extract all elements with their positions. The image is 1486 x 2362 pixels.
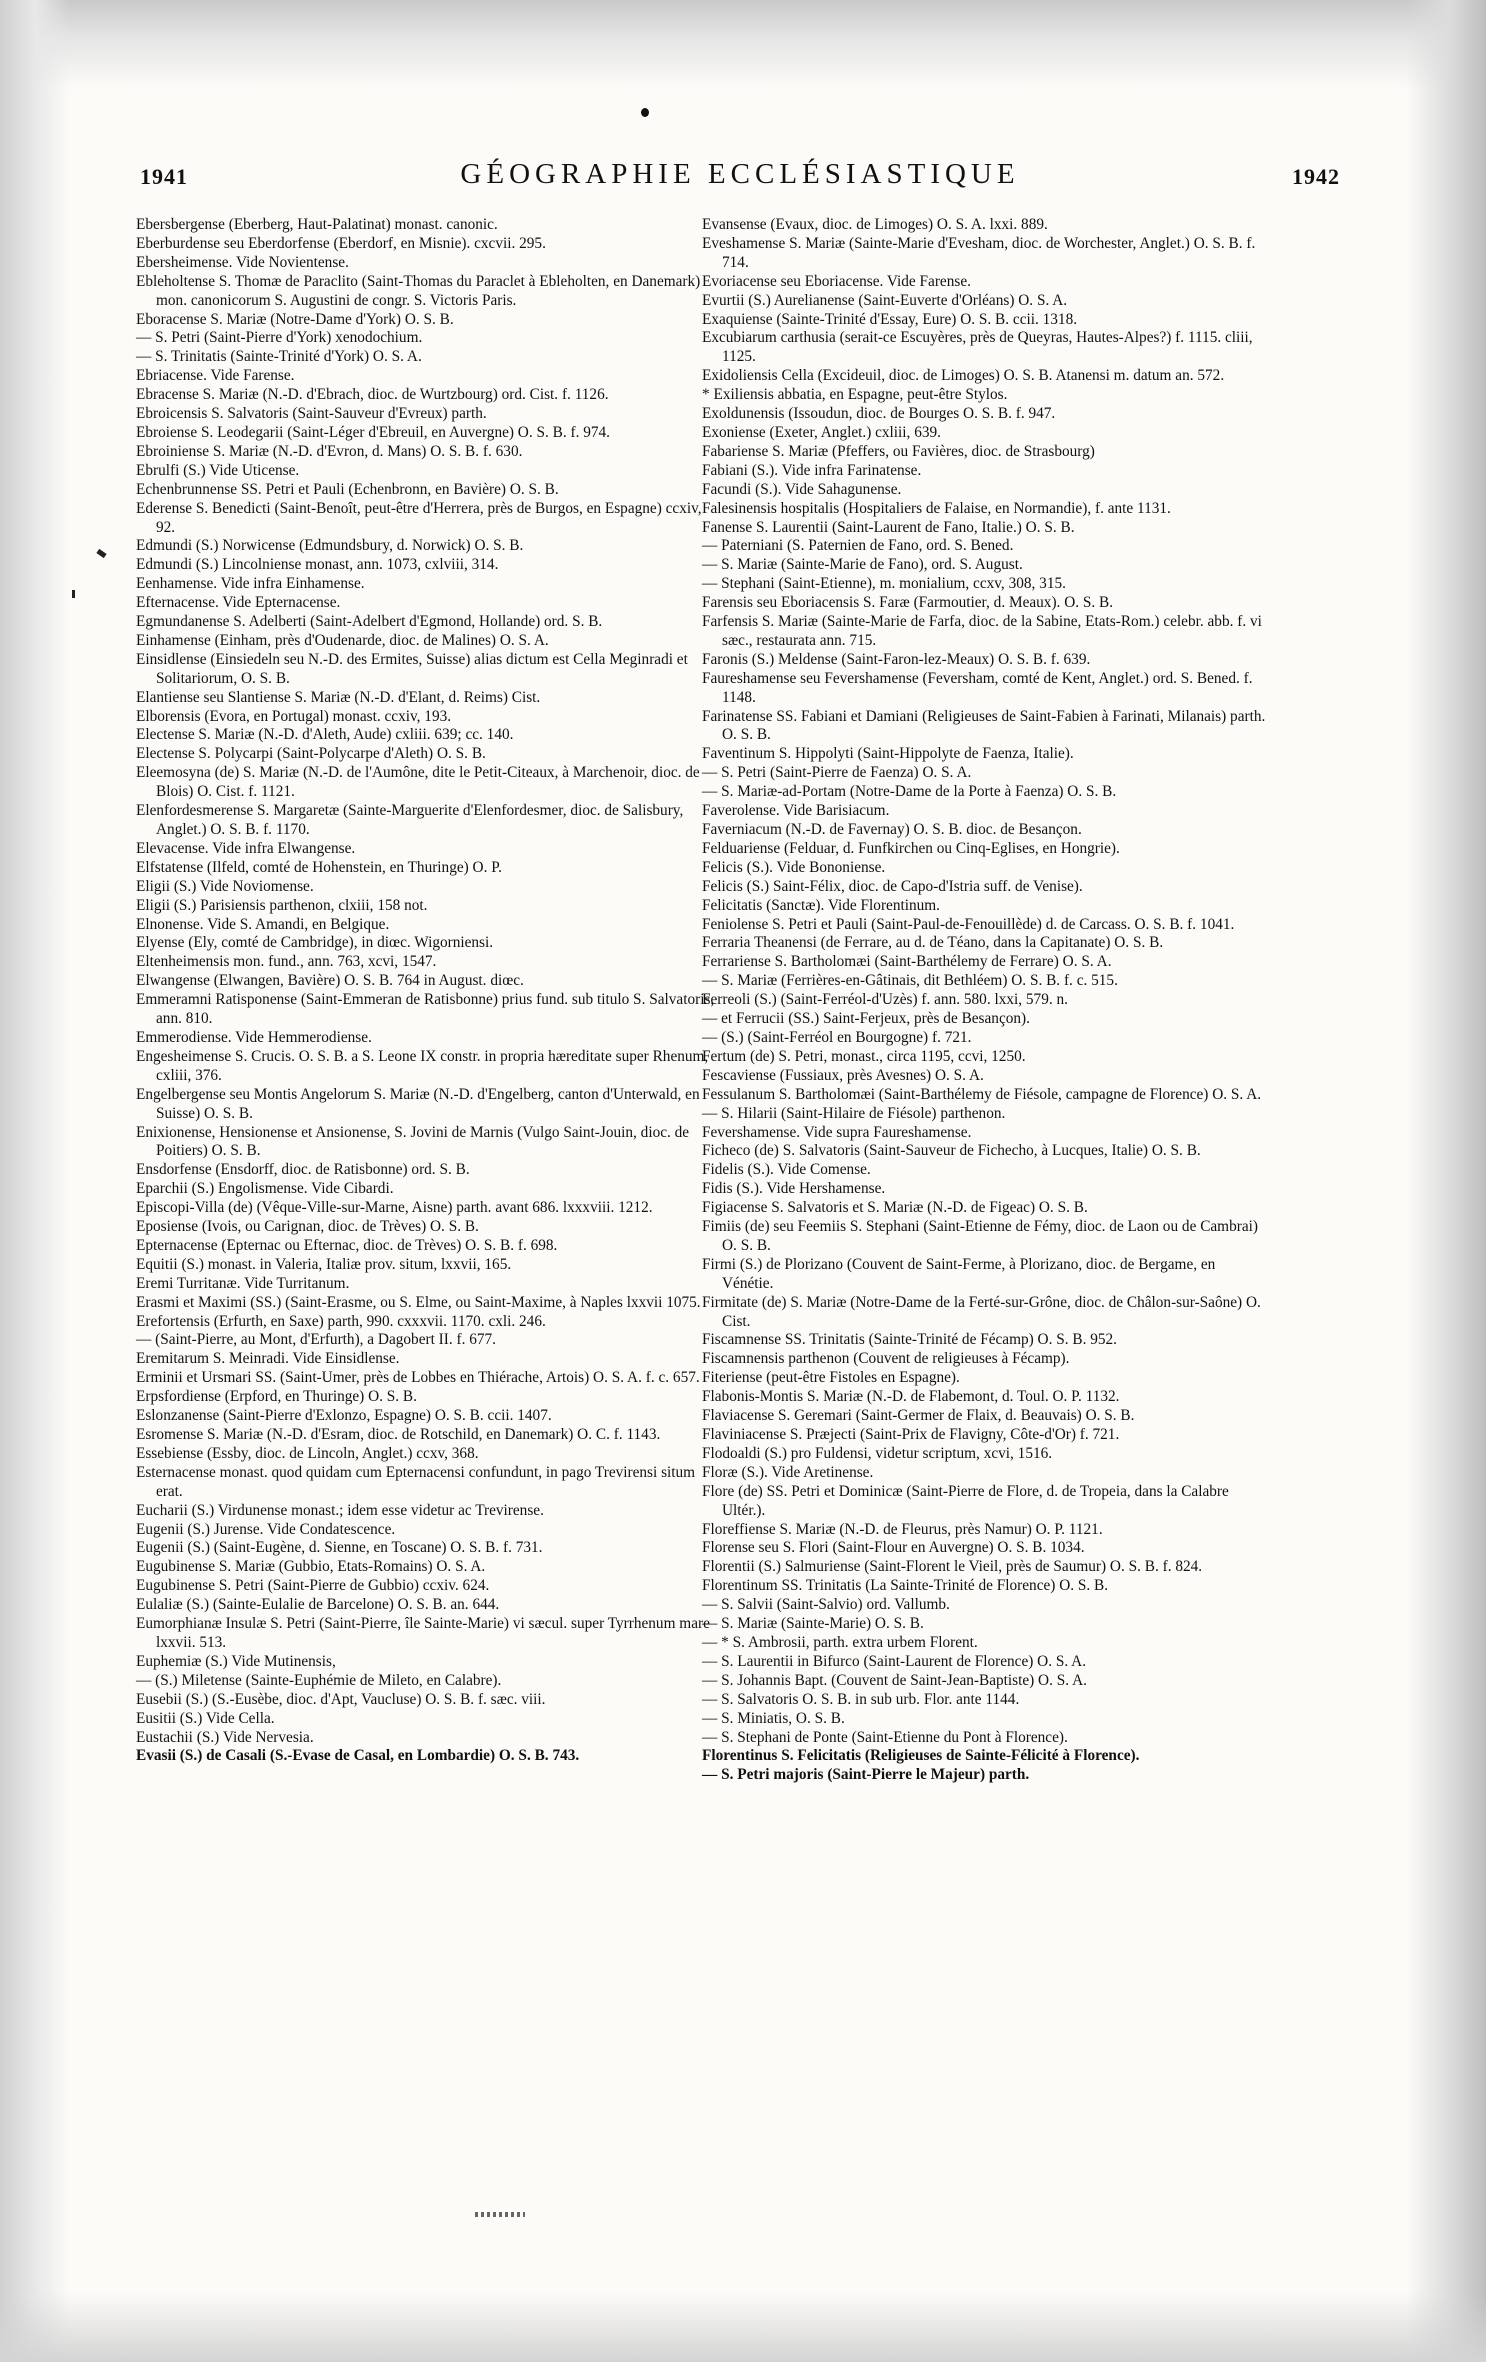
index-entry: Flore (de) SS. Petri et Dominicæ (Saint-Pierre de Flore, d. de Tropeia, dans la Calabre Ultér.).	[702, 1482, 1229, 1519]
index-entry: Fidelis (S.). Vide Comense.	[702, 1161, 871, 1179]
index-entry: Farinatense SS. Fabiani et Damiani (Religieuses de Saint-Fabien à Farinati, Milanais) parth. O. S. B.	[702, 707, 1266, 744]
index-entry: — Stephani (Saint-Etienne), m. monialium, ccxv, 308, 315.	[702, 575, 1066, 593]
index-entry: Eugubinense S. Mariæ (Gubbio, Etats-Romains) O. S. A.	[136, 1558, 486, 1576]
index-entry: Eposiense (Ivois, ou Carignan, dioc. de Trèves) O. S. B.	[136, 1218, 479, 1236]
index-entry: Evurtii (S.) Aurelianense (Saint-Euverte d'Orléans) O. S. A.	[702, 291, 1068, 309]
index-entry: Ferreoli (S.) (Saint-Ferréol-d'Uzès) f. ann. 580. lxxi, 579. n.	[702, 991, 1068, 1009]
index-entry: Engesheimense S. Crucis. O. S. B. a S. Leone IX constr. in propria hæreditate super Rhenum, cxliii, 376.	[136, 1047, 709, 1084]
index-entry: Ebroiniense S. Mariæ (N.-D. d'Evron, d. Mans) O. S. B. f. 630.	[136, 442, 523, 460]
index-entry: Eremi Turritanæ. Vide Turritanum.	[136, 1274, 350, 1292]
margin-mark	[72, 590, 75, 598]
index-entry: Facundi (S.). Vide Sahagunense.	[702, 480, 902, 498]
index-entry: Elfstatense (Ilfeld, comté de Hohenstein, en Thuringe) O. P.	[136, 858, 502, 876]
index-entry: Felicitatis (Sanctæ). Vide Florentinum.	[702, 896, 940, 914]
index-entry: Elnonense. Vide S. Amandi, en Belgique.	[136, 915, 390, 933]
scan-edge-left	[0, 0, 70, 2362]
scan-edge-top	[0, 0, 1486, 90]
index-entry: — S. Hilarii (Saint-Hilaire de Fiésole) parthenon.	[702, 1104, 1006, 1122]
index-entry: Evansense (Evaux, dioc. de Limoges) O. S. A. lxxi. 889.	[702, 216, 1048, 233]
index-entry: Electense S. Mariæ (N.-D. d'Aleth, Aude) cxliii. 639; cc. 140.	[136, 726, 514, 744]
index-entry: Erminii et Ursmari SS. (Saint-Umer, près de Lobbes en Thiérache, Artois) O. S. A. f. c. 657.	[136, 1369, 700, 1387]
index-entry: Enixionense, Hensionense et Ansionense, S. Jovini de Marnis (Vulgo Saint-Jouin, dioc. de Poitiers) O. S. B.	[136, 1123, 690, 1160]
index-entry: Exidoliensis Cella (Excideuil, dioc. de Limoges) O. S. B. Atanensi m. datum an. 572.	[702, 367, 1225, 385]
index-entry: Essebiense (Essby, dioc. de Lincoln, Anglet.) ccxv, 368.	[136, 1444, 479, 1462]
index-entry: — S. Johannis Bapt. (Couvent de Saint-Jean-Baptiste) O. S. A.	[702, 1671, 1087, 1689]
index-entry: Faverniacum (N.-D. de Favernay) O. S. B. dioc. de Besançon.	[702, 821, 1082, 838]
index-entry: Elenfordesmerense S. Margaretæ (Sainte-Marguerite d'Elenfordesmer, dioc. de Salisbury, Anglet.) O. S. B. f. 1170.	[136, 802, 684, 838]
index-entry: Ensdorfense (Ensdorff, dioc. de Ratisbonne) ord. S. B.	[136, 1161, 470, 1179]
index-entry: Eveshamense S. Mariæ (Sainte-Marie d'Evesham, dioc. de Worchester, Anglet.) O. S. B. f. 714.	[702, 234, 1256, 271]
index-entry: Ebleholtense S. Thomæ de Paraclito (Saint-Thomas du Paraclet à Ebleholten, en Danemark) mon. canonicorum S. Augustini de congr. S. Victoris Paris.	[136, 272, 701, 309]
index-entry: Eltenheimensis mon. fund., ann. 763, xcvi, 1547.	[136, 953, 437, 971]
index-entry: Eberburdense seu Eberdorfense (Eberdorf, en Misnie). cxcvii. 295.	[136, 234, 546, 252]
index-entry: Erpsfordiense (Erpford, en Thuringe) O. S. B.	[136, 1388, 417, 1406]
scan-edge-right	[1406, 0, 1486, 2362]
index-entry: Edmundi (S.) Lincolniense monast, ann. 1073, cxlviii, 314.	[136, 556, 499, 574]
index-entry: Faronis (S.) Meldense (Saint-Faron-lez-Meaux) O. S. B. f. 639.	[702, 650, 1091, 668]
index-entry: Fertum (de) S. Petri, monast., circa 1195, ccvi, 1250.	[702, 1047, 1026, 1065]
index-entry: Farensis seu Eboriacensis S. Faræ (Farmoutier, d. Meaux). O. S. B.	[702, 594, 1114, 612]
index-entry: — Paterniani (S. Paternien de Fano, ord. S. Bened.	[702, 537, 1014, 555]
index-entry: Farfensis S. Mariæ (Sainte-Marie de Farfa, dioc. de la Sabine, Etats-Rom.) celebr. abb. f. vi sæc., restaurata ann. 715.	[702, 613, 1262, 649]
index-entry: Emmeramni Ratisponense (Saint-Emmeran de Ratisbonne) prius fund. sub titulo S. Salvatoris, ann. 810.	[136, 991, 715, 1028]
index-entry: Floreffiense S. Mariæ (N.-D. de Fleurus, près Namur) O. P. 1121.	[702, 1520, 1103, 1538]
index-entry: Ebrulfi (S.) Vide Uticense.	[136, 461, 300, 479]
index-entry: — (Saint-Pierre, au Mont, d'Erfurth), a Dagobert II. f. 677.	[136, 1331, 497, 1349]
index-entry: Euphemiæ (S.) Vide Mutinensis,	[136, 1652, 336, 1670]
index-entry: Eusitii (S.) Vide Cella.	[136, 1709, 275, 1727]
index-entry: Eugenii (S.) (Saint-Eugène, d. Sienne, en Toscane) O. S. B. f. 731.	[136, 1539, 543, 1557]
index-entry: — S. Miniatis, O. S. B.	[702, 1709, 845, 1727]
index-entry: Ebroiense S. Leodegarii (Saint-Léger d'Ebreuil, en Auvergne) O. S. B. f. 974.	[136, 423, 611, 441]
index-entry: — S. Petri (Saint-Pierre d'York) xenodochium.	[136, 329, 423, 347]
index-entry: Epternacense (Epternac ou Efternac, dioc. de Trèves) O. S. B. f. 698.	[136, 1236, 558, 1254]
index-entry: Einsidlense (Einsiedeln seu N.-D. des Ermites, Suisse) alias dictum est Cella Meginradi et Solitariorum, O. S. B.	[136, 650, 688, 687]
index-entry: Eustachii (S.) Vide Nervesia.	[136, 1728, 314, 1746]
index-entry: Fidis (S.). Vide Hershamense.	[702, 1180, 886, 1198]
index-entry: Figiacense S. Salvatoris et S. Mariæ (N.-D. de Figeac) O. S. B.	[702, 1199, 1088, 1217]
index-entry: Eugenii (S.) Jurense. Vide Condatescence.	[136, 1520, 396, 1538]
index-entry: Firmitate (de) S. Mariæ (Notre-Dame de la Ferté-sur-Grône, dioc. de Châlon-sur-Saône) O. Cist.	[702, 1293, 1261, 1330]
index-entry: Eligii (S.) Vide Noviomense.	[136, 877, 314, 895]
index-entry: Eligii (S.) Parisiensis parthenon, clxiii, 158 not.	[136, 896, 428, 914]
index-entry: Equitii (S.) monast. in Valeria, Italiæ prov. situm, lxxvii, 165.	[136, 1255, 512, 1273]
index-entry: Feniolense S. Petri et Pauli (Saint-Paul-de-Fenouillède) d. de Carcass. O. S. B. f. 1041.	[702, 915, 1235, 933]
index-entry: * Exiliensis abbatia, en Espagne, peut-être Stylos.	[702, 386, 1008, 404]
index-entry: Falesinensis hospitalis (Hospitaliers de Falaise, en Normandie), f. ante 1131.	[702, 499, 1171, 517]
index-entry: Ederense S. Benedicti (Saint-Benoît, peut-être d'Herrera, près de Burgos, en Espagne) ccxiv, 92.	[136, 499, 702, 536]
index-entry: — S. Salvatoris O. S. B. in sub urb. Flor. ante 1144.	[702, 1690, 1020, 1708]
index-entry: Ferraria Theanensi (de Ferrare, au d. de Téano, dans la Capitanate) O. S. B.	[702, 934, 1164, 952]
index-entry: — S. Mariæ (Sainte-Marie de Fano), ord. S. August.	[702, 556, 1023, 574]
index-entry: Eleemosyna (de) S. Mariæ (N.-D. de l'Aumône, dite le Petit-Citeaux, à Marchenoir, dioc. de Blois) O. Cist. f. 1121.	[136, 764, 700, 801]
scan-edge-bottom	[0, 2292, 1486, 2362]
index-entry: Floræ (S.). Vide Aretinense.	[702, 1463, 874, 1481]
index-entry: — S. Petri (Saint-Pierre de Faenza) O. S. A.	[702, 764, 972, 782]
index-entry: Eslonzanense (Saint-Pierre d'Exlonzo, Espagne) O. S. B. ccii. 1407.	[136, 1407, 552, 1425]
index-entry: Elwangense (Elwangen, Bavière) O. S. B. 764 in August. diœc.	[136, 972, 524, 990]
index-entry: Fabariense S. Mariæ (Pfeffers, ou Favières, dioc. de Strasbourg)	[702, 442, 1095, 460]
index-entry: Episcopi-Villa (de) (Vêque-Ville-sur-Marne, Aisne) parth. avant 686. lxxxviii. 1212.	[136, 1199, 653, 1217]
index-entry: Faverolense. Vide Barisiacum.	[702, 802, 890, 820]
index-entry: Evoriacense seu Eboriacense. Vide Farense.	[702, 272, 971, 290]
index-entry: Eusebii (S.) (S.-Eusèbe, dioc. d'Apt, Vaucluse) O. S. B. f. sæc. viii.	[136, 1690, 546, 1708]
index-entry: Exoniense (Exeter, Anglet.) cxliii, 639.	[702, 423, 941, 441]
index-entry: Egmundanense S. Adelberti (Saint-Adelbert d'Egmond, Hollande) ord. S. B.	[136, 613, 603, 631]
index-entry: Excubiarum carthusia (serait-ce Escuyères, près de Queyras, Hautes-Alpes?) f. 1115. cliii, 1125.	[702, 329, 1253, 366]
index-entry: Flaviacense S. Geremari (Saint-Germer de Flaix, d. Beauvais) O. S. B.	[702, 1407, 1135, 1425]
index-entry: Eugubinense S. Petri (Saint-Pierre de Gubbio) ccxiv. 624.	[136, 1577, 490, 1595]
index-entry: Eremitarum S. Meinradi. Vide Einsidlense.	[136, 1350, 400, 1368]
index-entry: Felicis (S.). Vide Bononiense.	[702, 858, 886, 876]
index-entry: Efternacense. Vide Epternacense.	[136, 594, 341, 612]
index-entry: Fessulanum S. Bartholomæi (Saint-Barthélemy de Fiésole, campagne de Florence) O. S. A.	[702, 1085, 1262, 1103]
index-entry: Ebracense S. Mariæ (N.-D. d'Ebrach, dioc. de Wurtzbourg) ord. Cist. f. 1126.	[136, 386, 609, 404]
index-entry: Fiteriense (peut-être Fistoles en Espagne).	[702, 1369, 960, 1387]
index-entry: Edmundi (S.) Norwicense (Edmundsbury, d. Norwick) O. S. B.	[136, 537, 524, 555]
ink-dot	[641, 108, 649, 117]
index-entry: — S. Mariæ (Sainte-Marie) O. S. B.	[702, 1615, 924, 1633]
index-entry: Esromense S. Mariæ (N.-D. d'Esram, dioc. de Rotschild, en Danemark) O. C. f. 1143.	[136, 1426, 661, 1443]
ink-smudge	[475, 2212, 525, 2217]
index-entry: Eparchii (S.) Engolismense. Vide Cibardi.	[136, 1180, 394, 1198]
index-entry: Evasii (S.) de Casali (S.-Evase de Casal, en Lombardie) O. S. B. 743.	[136, 1747, 580, 1765]
index-entry: Ebersbergense (Eberberg, Haut-Palatinat) monast. canonic.	[136, 216, 498, 233]
index-entry: — (S.) (Saint-Ferréol en Bourgogne) f. 721.	[702, 1028, 972, 1046]
index-entry: Eenhamense. Vide infra Einhamense.	[136, 575, 365, 593]
index-entry: Fescaviense (Fussiaux, près Avesnes) O. S. A.	[702, 1066, 984, 1084]
index-entry: Fiscamnense SS. Trinitatis (Sainte-Trinité de Fécamp) O. S. B. 952.	[702, 1331, 1118, 1349]
index-entry: Florentinus S. Felicitatis (Religieuses de Sainte-Félicité à Florence).	[702, 1747, 1140, 1765]
index-entry: Fiscamnensis parthenon (Couvent de religieuses à Fécamp).	[702, 1350, 1070, 1368]
index-entry: Felduariense (Felduar, d. Funfkirchen ou Cinq-Eglises, en Hongrie).	[702, 839, 1120, 857]
index-entry: Flodoaldi (S.) pro Fuldensi, videtur scriptum, xcvi, 1516.	[702, 1444, 1053, 1462]
index-entry: Fabiani (S.). Vide infra Farinatense.	[702, 461, 922, 479]
running-title: GÉOGRAPHIE ECCLÉSIASTIQUE	[460, 158, 1020, 190]
index-entry: Electense S. Polycarpi (Saint-Polycarpe d'Aleth) O. S. B.	[136, 745, 486, 763]
index-entry: Faureshamense seu Fevershamense (Feversham, comté de Kent, Anglet.) ord. S. Bened. f. 1148.	[702, 669, 1253, 706]
index-entry: Exaquiense (Sainte-Trinité d'Essay, Eure) O. S. B. ccii. 1318.	[702, 310, 1078, 328]
index-entry: — S. Laurentii in Bifurco (Saint-Laurent de Florence) O. S. A.	[702, 1652, 1087, 1670]
index-entry: Elborensis (Evora, en Portugal) monast. ccxiv, 193.	[136, 707, 452, 725]
index-entry: Engelbergense seu Montis Angelorum S. Mariæ (N.-D. d'Engelberg, canton d'Unterwald, en Suisse) O. S. B.	[136, 1085, 700, 1122]
index-entry: Echenbrunnense SS. Petri et Pauli (Echenbronn, en Bavière) O. S. B.	[136, 480, 559, 498]
index-entry: Flaviniacense S. Præjecti (Saint-Prix de Flavigny, Côte-d'Or) f. 721.	[702, 1426, 1120, 1443]
index-entry: Emmerodiense. Vide Hemmerodiense.	[136, 1028, 372, 1046]
margin-mark	[96, 549, 106, 558]
index-entry: Fevershamense. Vide supra Faureshamense.	[702, 1123, 972, 1141]
index-entry: Ficheco (de) S. Salvatoris (Saint-Sauveur de Fichecho, à Lucques, Italie) O. S. B.	[702, 1142, 1201, 1160]
index-entry: Faventinum S. Hippolyti (Saint-Hippolyte de Faenza, Italie).	[702, 745, 1074, 763]
index-entry: Exoldunensis (Issoudun, dioc. de Bourges O. S. B. f. 947.	[702, 405, 1056, 423]
index-entry: — (S.) Miletense (Sainte-Euphémie de Mileto, en Calabre).	[136, 1671, 502, 1689]
index-entry: Florense seu S. Flori (Saint-Flour en Auvergne) O. S. B. 1034.	[702, 1539, 1085, 1557]
index-entry: Esternacense monast. quod quidam cum Epternacensi confundunt, in pago Trevirensi situm erat.	[136, 1463, 696, 1500]
index-entry: Ebriacense. Vide Farense.	[136, 367, 295, 385]
index-entry: Florentii (S.) Salmuriense (Saint-Florent le Vieil, près de Saumur) O. S. B. f. 824.	[702, 1558, 1203, 1576]
index-entry: Erefortensis (Erfurth, en Saxe) parth, 990. cxxxvii. 1170. cxli. 246.	[136, 1312, 546, 1330]
index-entry: Ferrariense S. Bartholomæi (Saint-Barthélemy de Ferrare) O. S. A.	[702, 953, 1112, 971]
index-entry: Ebersheimense. Vide Novientense.	[136, 253, 349, 271]
index-entry: — S. Petri majoris (Saint-Pierre le Majeur) parth.	[702, 1766, 1030, 1784]
page-header	[140, 158, 1340, 198]
right-column-number: 1942	[1292, 164, 1340, 189]
index-entry: Felicis (S.) Saint-Félix, dioc. de Capo-d'Istria suff. de Venise).	[702, 877, 1083, 895]
index-entry: Florentinum SS. Trinitatis (La Sainte-Trinité de Florence) O. S. B.	[702, 1577, 1109, 1595]
index-entry: Firmi (S.) de Plorizano (Couvent de Saint-Ferme, à Plorizano, dioc. de Bergame, en Vénétie.	[702, 1255, 1216, 1292]
index-entry: Elyense (Ely, comté de Cambridge), in diœc. Wigorniensi.	[136, 934, 494, 952]
index-entry: Elantiense seu Slantiense S. Mariæ (N.-D. d'Elant, d. Reims) Cist.	[136, 688, 541, 706]
index-entry: Einhamense (Einham, près d'Oudenarde, dioc. de Malines) O. S. A.	[136, 631, 549, 649]
index-entry: Eucharii (S.) Virdunense monast.; idem esse videtur ac Trevirense.	[136, 1501, 544, 1519]
index-entry: Eulaliæ (S.) (Sainte-Eulalie de Barcelone) O. S. B. an. 644.	[136, 1596, 500, 1614]
index-entry: — * S. Ambrosii, parth. extra urbem Florent.	[702, 1633, 978, 1651]
left-column-number: 1941	[140, 164, 188, 189]
index-entry: Ebroicensis S. Salvatoris (Saint-Sauveur d'Evreux) parth.	[136, 405, 487, 423]
index-entry: — et Ferrucii (SS.) Saint-Ferjeux, près de Besançon).	[702, 1010, 1030, 1028]
index-entry: Eboracense S. Mariæ (Notre-Dame d'York) O. S. B.	[136, 310, 454, 328]
index-entry: — S. Mariæ (Ferrières-en-Gâtinais, dit Bethléem) O. S. B. f. c. 515.	[702, 972, 1118, 990]
index-entry: — S. Trinitatis (Sainte-Trinité d'York) O. S. A.	[136, 348, 422, 366]
index-entry: — S. Stephani de Ponte (Saint-Etienne du Pont à Florence).	[702, 1728, 1068, 1746]
left-column	[136, 216, 718, 1766]
index-entry: — S. Mariæ-ad-Portam (Notre-Dame de la Porte à Faenza) O. S. B.	[702, 783, 1117, 801]
right-column	[702, 216, 1268, 1785]
index-entry: Elevacense. Vide infra Elwangense.	[136, 839, 356, 857]
index-entry: Erasmi et Maximi (SS.) (Saint-Erasme, ou S. Elme, ou Saint-Maxime, à Naples lxxvii 1075.	[136, 1293, 701, 1311]
index-entry: Eumorphianæ Insulæ S. Petri (Saint-Pierre, île Sainte-Marie) vi sæcul. super Tyrrhenum mare lxxvii. 513.	[136, 1615, 710, 1651]
index-entry: Flabonis-Montis S. Mariæ (N.-D. de Flabemont, d. Toul. O. P. 1132.	[702, 1388, 1120, 1406]
index-entry: Fanense S. Laurentii (Saint-Laurent de Fano, Italie.) O. S. B.	[702, 518, 1075, 536]
index-entry: — S. Salvii (Saint-Salvio) ord. Vallumb.	[702, 1596, 950, 1614]
index-entry: Fimiis (de) seu Feemiis S. Stephani (Saint-Etienne de Fémy, dioc. de Laon ou de Cambrai) O. S. B.	[702, 1218, 1258, 1254]
